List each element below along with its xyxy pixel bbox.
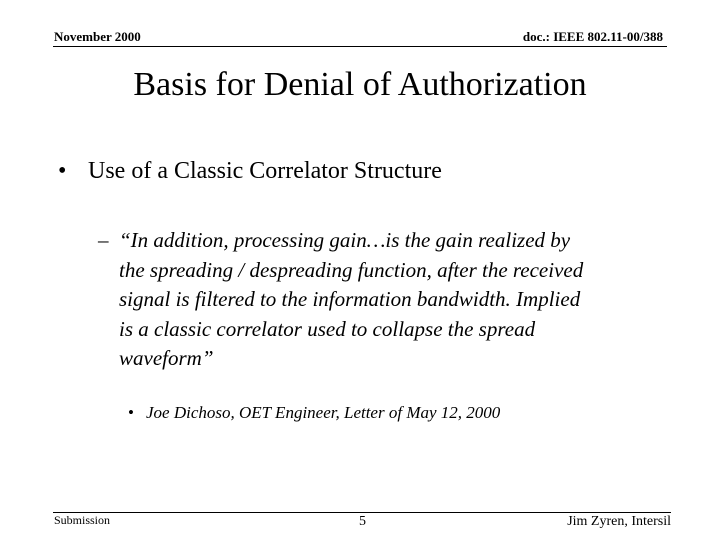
sub-bullet-dash-icon: –	[98, 228, 109, 252]
header-date: November 2000	[54, 29, 141, 44]
header-divider	[53, 46, 667, 47]
page-number: 5	[359, 514, 366, 529]
footer-author: Jim Zyren, Intersil	[567, 514, 671, 529]
quote-line: waveform”	[119, 346, 214, 370]
bullet-dot-icon: •	[128, 403, 134, 422]
attribution-text: Joe Dichoso, OET Engineer, Letter of May 12, 2000	[146, 403, 501, 422]
footer-submission: Submission	[54, 513, 111, 527]
quote-line: “In addition, processing gain…is the gain realized by	[119, 228, 571, 252]
attribution-bullet	[128, 401, 500, 425]
main-bullet-text: Use of a Classic Correlator Structure	[88, 158, 442, 184]
slide-title: Basis for Denial of Authorization	[133, 66, 587, 103]
quote-block	[119, 226, 679, 374]
quote-line: is a classic correlator used to collapse the spread	[119, 316, 536, 341]
header-doc-id: doc.: IEEE 802.11-00/388	[522, 29, 663, 44]
quote-line: the spreading / despreading function, after the received	[119, 257, 584, 282]
quote-line: signal is filtered to the information bandwidth. Implied	[119, 287, 581, 311]
bullet-dot-icon: •	[58, 158, 67, 184]
main-bullet	[58, 154, 442, 188]
